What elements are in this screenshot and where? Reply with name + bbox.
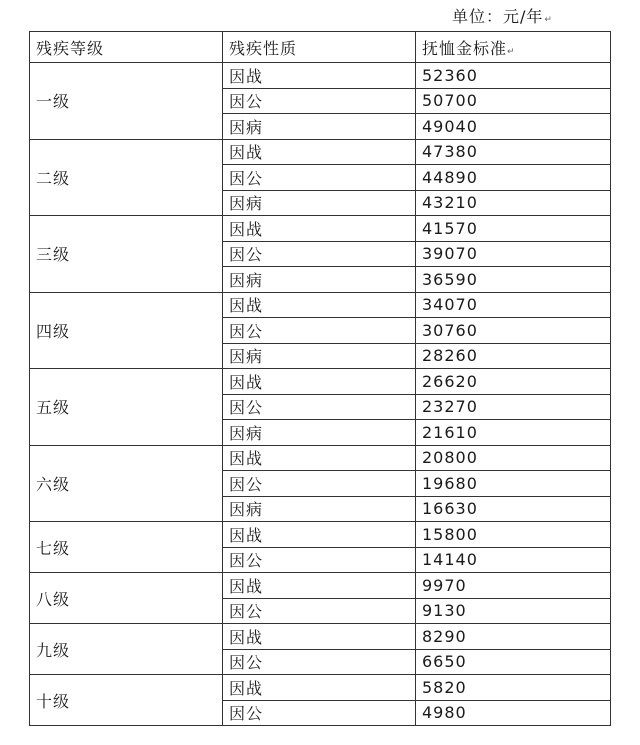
grade-cell: 八级 [30, 573, 223, 624]
standard-value-cell: 20800 [416, 445, 611, 471]
nature-cell: 因公 [223, 394, 416, 420]
pension-standard-table [29, 31, 611, 726]
standard-value-cell: 28260 [416, 343, 611, 369]
nature-cell: 因战 [223, 139, 416, 165]
nature-cell: 因公 [223, 88, 416, 114]
unit-text: 单位：元/年 [452, 7, 544, 26]
table-row [30, 522, 611, 548]
nature-cell: 因公 [223, 241, 416, 267]
standard-value-cell: 41570 [416, 216, 611, 242]
standard-value-cell: 26620 [416, 369, 611, 395]
nature-cell: 因战 [223, 292, 416, 318]
standard-value-cell: 39070 [416, 241, 611, 267]
table-row [30, 139, 611, 165]
table-row [30, 675, 611, 701]
standard-value-cell: 23270 [416, 394, 611, 420]
unit-label [452, 4, 553, 27]
nature-cell: 因公 [223, 547, 416, 573]
table-row [30, 63, 611, 89]
nature-cell: 因战 [223, 624, 416, 650]
nature-cell: 因战 [223, 573, 416, 599]
standard-value-cell: 47380 [416, 139, 611, 165]
standard-value-cell: 16630 [416, 496, 611, 522]
standard-value-cell: 6650 [416, 649, 611, 675]
standard-value-cell: 43210 [416, 190, 611, 216]
standard-value-cell: 52360 [416, 63, 611, 89]
header-nature: 残疾性质 [223, 32, 416, 63]
grade-cell: 七级 [30, 522, 223, 573]
table-row [30, 624, 611, 650]
grade-cell: 五级 [30, 369, 223, 446]
standard-value-cell: 9970 [416, 573, 611, 599]
standard-value-cell: 34070 [416, 292, 611, 318]
table-row [30, 292, 611, 318]
standard-value-cell: 5820 [416, 675, 611, 701]
nature-cell: 因病 [223, 420, 416, 446]
standard-value-cell: 44890 [416, 165, 611, 191]
table-row [30, 369, 611, 395]
nature-cell: 因公 [223, 700, 416, 726]
nature-cell: 因公 [223, 165, 416, 191]
standard-value-cell: 21610 [416, 420, 611, 446]
nature-cell: 因病 [223, 267, 416, 293]
nature-cell: 因战 [223, 369, 416, 395]
grade-cell: 六级 [30, 445, 223, 522]
nature-cell: 因战 [223, 445, 416, 471]
grade-cell: 二级 [30, 139, 223, 216]
table-header-row [30, 32, 611, 63]
nature-cell: 因病 [223, 343, 416, 369]
nature-cell: 因战 [223, 522, 416, 548]
nature-cell: 因公 [223, 318, 416, 344]
grade-cell: 三级 [30, 216, 223, 293]
return-mark: ↵ [544, 15, 553, 25]
table-row [30, 445, 611, 471]
grade-cell: 四级 [30, 292, 223, 369]
return-mark: ↵ [507, 46, 516, 57]
standard-value-cell: 14140 [416, 547, 611, 573]
grade-cell: 十级 [30, 675, 223, 726]
standard-value-cell: 8290 [416, 624, 611, 650]
nature-cell: 因公 [223, 649, 416, 675]
standard-value-cell: 30760 [416, 318, 611, 344]
nature-cell: 因战 [223, 675, 416, 701]
grade-cell: 一级 [30, 63, 223, 140]
standard-value-cell: 15800 [416, 522, 611, 548]
nature-cell: 因战 [223, 216, 416, 242]
header-standard [416, 32, 611, 63]
table-body [30, 63, 611, 726]
nature-cell: 因公 [223, 598, 416, 624]
table-row [30, 216, 611, 242]
standard-value-cell: 9130 [416, 598, 611, 624]
nature-cell: 因病 [223, 496, 416, 522]
grade-cell: 九级 [30, 624, 223, 675]
standard-value-cell: 50700 [416, 88, 611, 114]
standard-value-cell: 4980 [416, 700, 611, 726]
standard-value-cell: 19680 [416, 471, 611, 497]
standard-value-cell: 49040 [416, 114, 611, 140]
header-grade: 残疾等级 [30, 32, 223, 63]
nature-cell: 因公 [223, 471, 416, 497]
header-standard-text: 抚恤金标准 [422, 38, 508, 58]
nature-cell: 因病 [223, 190, 416, 216]
nature-cell: 因病 [223, 114, 416, 140]
table-row [30, 573, 611, 599]
nature-cell: 因战 [223, 63, 416, 89]
standard-value-cell: 36590 [416, 267, 611, 293]
